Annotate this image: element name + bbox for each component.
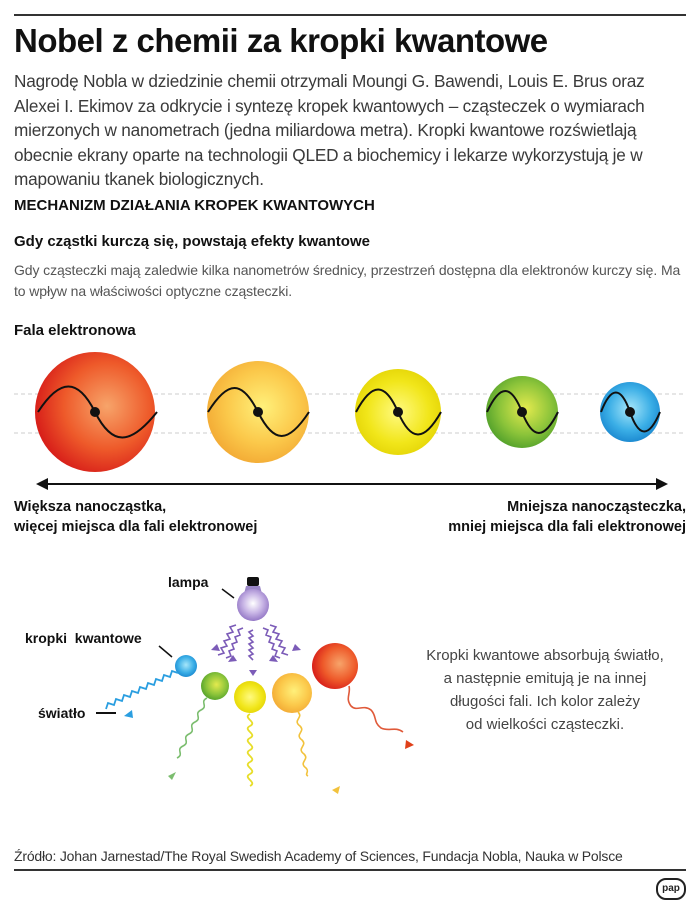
page-title: Nobel z chemii za kropki kwantowe	[14, 22, 548, 59]
lamp-icon	[222, 577, 269, 621]
subsection-description: Gdy cząsteczki mają zaledwie kilka nanometrów średnicy, przestrzeń dostępna dla elektronów kurczy się. Ma to wpływ na właściwości optyczne cząsteczki.	[14, 262, 681, 299]
subsection-title: Gdy cząstki kurczą się, powstają efekty kwantowe	[14, 233, 370, 250]
section-title: MECHANIZM DZIAŁANIA KROPEK KWANTOWYCH	[14, 197, 375, 214]
explanation-line2: a następnie emitują je na innej	[443, 670, 647, 687]
dot-red	[312, 643, 414, 749]
electron-wave-label: Fala elektronowa	[14, 322, 136, 339]
dot-blue	[96, 646, 197, 718]
label-quantum-dots: kropki kwantowe	[25, 630, 142, 646]
emission-explanation	[400, 644, 690, 736]
pap-logo: pap	[656, 878, 686, 900]
particle-blue	[600, 382, 660, 442]
particle-red	[35, 352, 157, 472]
caption-larger-particle	[14, 497, 257, 537]
lamp-rays	[211, 625, 301, 676]
label-lamp: lampa	[168, 574, 209, 590]
dot-orange	[272, 673, 340, 794]
explanation-line4: od wielkości cząsteczki.	[465, 716, 625, 733]
caption-smaller-particle	[448, 497, 686, 537]
label-light: światło	[38, 705, 86, 721]
size-arrow	[36, 478, 668, 490]
caption-right-line2: mniej miejsca dla fali elektronowej	[448, 519, 686, 535]
lead-paragraph: Nagrodę Nobla w dziedzinie chemii otrzymali Moungi G. Bawendi, Louis E. Brus oraz Alexei I. Ekimov za odkrycie i syntezę kropek kwantowych – cząsteczek o wymiarach mierzonych w nanometrach (jedna miliardowa metra). Kropki kwantowe rozświetlają obecnie ekrany oparte na technologii QLED a biochemicy i lekarze wykorzystują je w mapowaniu tkanek biologicznych.	[14, 71, 645, 189]
particle-green	[486, 376, 558, 448]
particle-orange	[207, 361, 309, 463]
bottom-rule	[14, 869, 686, 871]
explanation-line1: Kropki kwantowe absorbują światło,	[426, 647, 664, 664]
explanation-line3: długości fali. Ich kolor zależy	[449, 693, 641, 710]
source-credit: Źródło: Johan Jarnestad/The Royal Swedish Academy of Sciences, Fundacja Nobla, Nauka w Polsce	[14, 848, 623, 864]
particle-yellow	[355, 369, 441, 455]
dot-green	[168, 672, 229, 780]
caption-right-line1: Mniejsza nanocząsteczka,	[507, 499, 686, 515]
caption-left-line1: Większa nanocząstka,	[14, 499, 167, 515]
caption-left-line2: więcej miejsca dla fali elektronowej	[14, 519, 258, 535]
dot-yellow	[234, 681, 266, 786]
